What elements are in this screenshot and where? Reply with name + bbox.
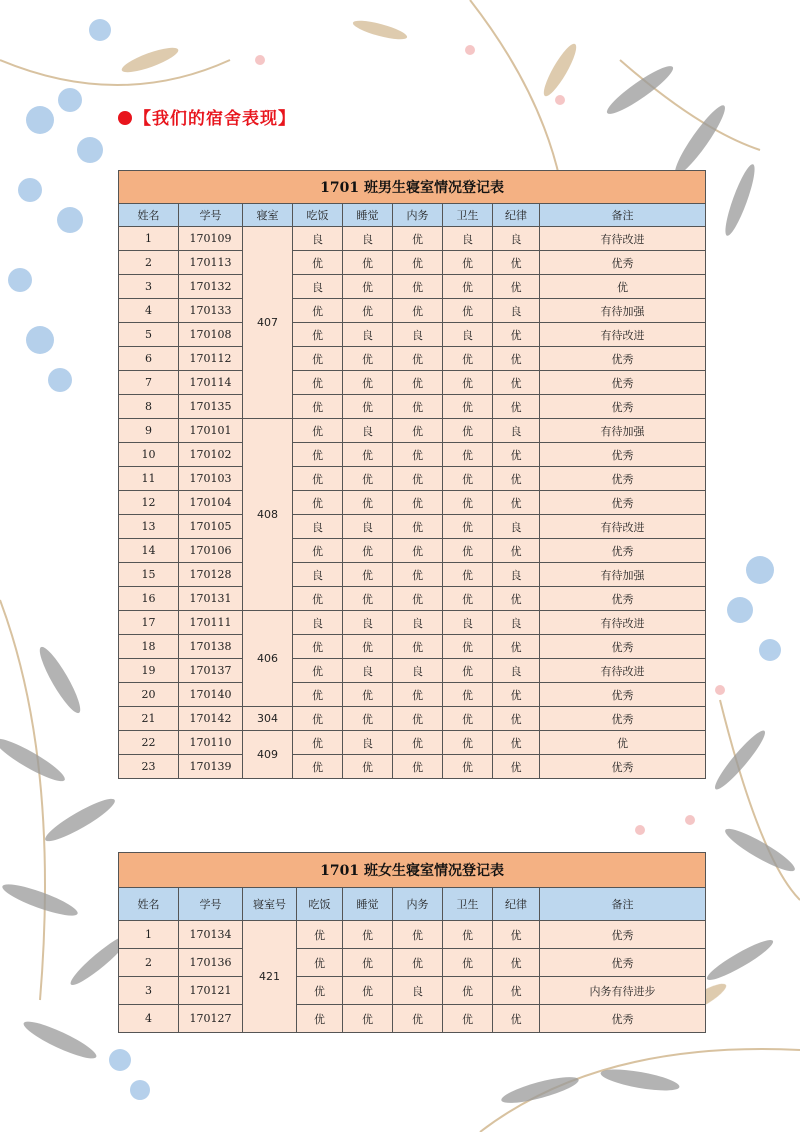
hygiene-grade: 优 [443,587,493,611]
row-number: 10 [119,443,179,467]
discipline-grade: 良 [493,419,540,443]
section-heading [118,104,296,129]
meal-grade: 优 [293,491,343,515]
table-row [119,275,706,299]
discipline-grade: 优 [493,635,540,659]
housekeeping-grade: 良 [393,659,443,683]
discipline-grade: 优 [493,443,540,467]
discipline-grade: 优 [493,755,540,779]
remark: 优秀 [540,467,706,491]
student-id: 170133 [179,299,243,323]
column-header: 睡觉 [343,204,393,227]
remark: 有待改进 [540,323,706,347]
table-row [119,371,706,395]
discipline-grade: 优 [493,1005,540,1033]
housekeeping-grade: 优 [393,347,443,371]
housekeeping-grade: 良 [393,977,443,1005]
remark: 优秀 [540,635,706,659]
student-id: 170134 [179,921,243,949]
row-number: 8 [119,395,179,419]
meal-grade: 良 [293,611,343,635]
hygiene-grade: 优 [443,515,493,539]
hygiene-grade: 优 [443,755,493,779]
row-number: 12 [119,491,179,515]
discipline-grade: 优 [493,251,540,275]
table-row [119,467,706,491]
housekeeping-grade: 优 [393,419,443,443]
housekeeping-grade: 优 [393,539,443,563]
student-id: 170103 [179,467,243,491]
hygiene-grade: 优 [443,731,493,755]
column-header: 纪律 [493,204,540,227]
remark: 内务有待进步 [540,977,706,1005]
sleep-grade: 优 [343,395,393,419]
remark: 优秀 [540,491,706,515]
remark: 优秀 [540,371,706,395]
student-id: 170127 [179,1005,243,1033]
sleep-grade: 良 [343,731,393,755]
student-id: 170109 [179,227,243,251]
row-number: 9 [119,419,179,443]
meal-grade: 优 [293,731,343,755]
hygiene-grade: 优 [443,299,493,323]
table-row [119,949,706,977]
row-number: 2 [119,251,179,275]
sleep-grade: 优 [343,921,393,949]
meal-grade: 优 [293,539,343,563]
meal-grade: 优 [293,683,343,707]
sleep-grade: 优 [343,299,393,323]
row-number: 19 [119,659,179,683]
discipline-grade: 优 [493,323,540,347]
discipline-grade: 良 [493,227,540,251]
discipline-grade: 优 [493,587,540,611]
student-id: 170112 [179,347,243,371]
row-number: 13 [119,515,179,539]
row-number: 1 [119,227,179,251]
table-row [119,563,706,587]
sleep-grade: 优 [343,949,393,977]
sleep-grade: 优 [343,275,393,299]
remark: 优秀 [540,1005,706,1033]
housekeeping-grade: 优 [393,251,443,275]
hygiene-grade: 良 [443,611,493,635]
discipline-grade: 优 [493,921,540,949]
meal-grade: 优 [297,977,343,1005]
remark: 优秀 [540,443,706,467]
table-row [119,491,706,515]
housekeeping-grade: 优 [393,563,443,587]
meal-grade: 优 [297,1005,343,1033]
table-row [119,419,706,443]
hygiene-grade: 优 [443,949,493,977]
hygiene-grade: 优 [443,347,493,371]
discipline-grade: 优 [493,491,540,515]
column-header: 卫生 [443,888,493,921]
hygiene-grade: 优 [443,659,493,683]
housekeeping-grade: 优 [393,515,443,539]
room-number: 409 [243,731,293,779]
column-header: 睡觉 [343,888,393,921]
housekeeping-grade: 优 [393,731,443,755]
table-row [119,323,706,347]
room-number: 406 [243,611,293,707]
discipline-grade: 良 [493,299,540,323]
student-id: 170106 [179,539,243,563]
remark: 优 [540,275,706,299]
column-header: 学号 [179,888,243,921]
column-header: 内务 [393,204,443,227]
housekeeping-grade: 优 [393,635,443,659]
meal-grade: 优 [293,467,343,491]
student-id: 170110 [179,731,243,755]
row-number: 17 [119,611,179,635]
column-header: 备注 [540,204,706,227]
meal-grade: 良 [293,227,343,251]
sleep-grade: 良 [343,323,393,347]
housekeeping-grade: 优 [393,275,443,299]
row-number: 6 [119,347,179,371]
hygiene-grade: 优 [443,491,493,515]
sleep-grade: 良 [343,611,393,635]
remark: 有待改进 [540,515,706,539]
column-header: 姓名 [119,204,179,227]
hygiene-grade: 优 [443,371,493,395]
housekeeping-grade: 良 [393,611,443,635]
housekeeping-grade: 优 [393,949,443,977]
table-row [119,347,706,371]
table-row [119,921,706,949]
meal-grade: 优 [293,251,343,275]
hygiene-grade: 优 [443,467,493,491]
housekeeping-grade: 优 [393,371,443,395]
housekeeping-grade: 优 [393,707,443,731]
table-row [119,611,706,635]
student-id: 170128 [179,563,243,587]
table-row [119,683,706,707]
column-header: 学号 [179,204,243,227]
hygiene-grade: 优 [443,395,493,419]
student-id: 170105 [179,515,243,539]
student-id: 170136 [179,949,243,977]
table-row [119,515,706,539]
sleep-grade: 优 [343,251,393,275]
remark: 优 [540,731,706,755]
sleep-grade: 优 [343,443,393,467]
discipline-grade: 优 [493,467,540,491]
meal-grade: 优 [293,587,343,611]
bullet-dot [118,111,132,125]
meal-grade: 优 [293,371,343,395]
sleep-grade: 优 [343,587,393,611]
girls-dorm-table [118,852,706,1033]
discipline-grade: 良 [493,515,540,539]
housekeeping-grade: 优 [393,1005,443,1033]
housekeeping-grade: 优 [393,443,443,467]
remark: 优秀 [540,755,706,779]
remark: 有待加强 [540,563,706,587]
remark: 优秀 [540,539,706,563]
sleep-grade: 良 [343,227,393,251]
row-number: 22 [119,731,179,755]
meal-grade: 良 [293,275,343,299]
table-row [119,251,706,275]
row-number: 5 [119,323,179,347]
hygiene-grade: 优 [443,707,493,731]
sleep-grade: 优 [343,347,393,371]
sleep-grade: 良 [343,515,393,539]
table-row [119,395,706,419]
remark: 有待改进 [540,659,706,683]
discipline-grade: 优 [493,949,540,977]
discipline-grade: 优 [493,395,540,419]
hygiene-grade: 优 [443,977,493,1005]
hygiene-grade: 优 [443,683,493,707]
discipline-grade: 优 [493,275,540,299]
meal-grade: 优 [293,635,343,659]
row-number: 7 [119,371,179,395]
meal-grade: 优 [293,299,343,323]
student-id: 170104 [179,491,243,515]
discipline-grade: 优 [493,731,540,755]
student-id: 170114 [179,371,243,395]
sleep-grade: 优 [343,683,393,707]
discipline-grade: 优 [493,347,540,371]
remark: 有待改进 [540,611,706,635]
column-header: 卫生 [443,204,493,227]
row-number: 21 [119,707,179,731]
column-header: 姓名 [119,888,179,921]
discipline-grade: 优 [493,371,540,395]
meal-grade: 优 [293,707,343,731]
sleep-grade: 优 [343,539,393,563]
housekeeping-grade: 优 [393,683,443,707]
heading-text: 【我们的宿舍表现】 [134,109,296,129]
sleep-grade: 良 [343,419,393,443]
remark: 优秀 [540,395,706,419]
sleep-grade: 优 [343,467,393,491]
table-row [119,227,706,251]
table-row [119,635,706,659]
housekeeping-grade: 优 [393,395,443,419]
student-id: 170108 [179,323,243,347]
meal-grade: 优 [293,419,343,443]
student-id: 170101 [179,419,243,443]
remark: 有待加强 [540,299,706,323]
discipline-grade: 良 [493,563,540,587]
row-number: 11 [119,467,179,491]
hygiene-grade: 优 [443,443,493,467]
housekeeping-grade: 优 [393,491,443,515]
column-header: 内务 [393,888,443,921]
table-row [119,977,706,1005]
table-row [119,659,706,683]
remark: 优秀 [540,587,706,611]
boys-table-title: 1701 班男生寝室情况登记表 [119,171,706,204]
hygiene-grade: 优 [443,635,493,659]
table-row [119,299,706,323]
column-header: 吃饭 [297,888,343,921]
row-number: 23 [119,755,179,779]
table-row [119,587,706,611]
row-number: 4 [119,299,179,323]
meal-grade: 良 [293,563,343,587]
table-row [119,539,706,563]
student-id: 170135 [179,395,243,419]
meal-grade: 优 [293,659,343,683]
housekeeping-grade: 优 [393,227,443,251]
student-id: 170132 [179,275,243,299]
hygiene-grade: 优 [443,251,493,275]
sleep-grade: 优 [343,491,393,515]
meal-grade: 优 [293,347,343,371]
room-number: 421 [243,921,297,1033]
student-id: 170121 [179,977,243,1005]
remark: 优秀 [540,921,706,949]
row-number: 15 [119,563,179,587]
row-number: 16 [119,587,179,611]
hygiene-grade: 良 [443,323,493,347]
sleep-grade: 优 [343,1005,393,1033]
housekeeping-grade: 优 [393,587,443,611]
boys-dorm-table [118,170,706,779]
row-number: 3 [119,275,179,299]
sleep-grade: 优 [343,635,393,659]
discipline-grade: 优 [493,977,540,1005]
student-id: 170111 [179,611,243,635]
housekeeping-grade: 优 [393,299,443,323]
table-row [119,443,706,467]
row-number: 2 [119,949,179,977]
discipline-grade: 优 [493,707,540,731]
student-id: 170142 [179,707,243,731]
remark: 优秀 [540,949,706,977]
sleep-grade: 优 [343,707,393,731]
sleep-grade: 优 [343,977,393,1005]
hygiene-grade: 良 [443,227,493,251]
table-row [119,1005,706,1033]
hygiene-grade: 优 [443,419,493,443]
hygiene-grade: 优 [443,275,493,299]
row-number: 4 [119,1005,179,1033]
student-id: 170140 [179,683,243,707]
row-number: 1 [119,921,179,949]
meal-grade: 优 [293,443,343,467]
meal-grade: 优 [297,949,343,977]
room-number: 407 [243,227,293,419]
hygiene-grade: 优 [443,563,493,587]
room-number: 304 [243,707,293,731]
column-header: 纪律 [493,888,540,921]
meal-grade: 优 [293,755,343,779]
student-id: 170137 [179,659,243,683]
sleep-grade: 良 [343,659,393,683]
student-id: 170138 [179,635,243,659]
column-header: 备注 [540,888,706,921]
meal-grade: 优 [297,921,343,949]
remark: 优秀 [540,347,706,371]
hygiene-grade: 优 [443,1005,493,1033]
housekeeping-grade: 优 [393,921,443,949]
hygiene-grade: 优 [443,921,493,949]
remark: 优秀 [540,683,706,707]
row-number: 14 [119,539,179,563]
discipline-grade: 良 [493,611,540,635]
housekeeping-grade: 优 [393,467,443,491]
meal-grade: 优 [293,323,343,347]
column-header: 吃饭 [293,204,343,227]
student-id: 170131 [179,587,243,611]
hygiene-grade: 优 [443,539,493,563]
meal-grade: 优 [293,395,343,419]
column-header: 寝室 [243,204,293,227]
remark: 优秀 [540,707,706,731]
row-number: 20 [119,683,179,707]
housekeeping-grade: 优 [393,755,443,779]
student-id: 170102 [179,443,243,467]
row-number: 3 [119,977,179,1005]
meal-grade: 良 [293,515,343,539]
discipline-grade: 优 [493,683,540,707]
student-id: 170139 [179,755,243,779]
table-row [119,731,706,755]
discipline-grade: 良 [493,659,540,683]
table-row [119,707,706,731]
table-row [119,755,706,779]
sleep-grade: 优 [343,755,393,779]
remark: 有待改进 [540,227,706,251]
girls-table-title: 1701 班女生寝室情况登记表 [119,853,706,888]
column-header: 寝室号 [243,888,297,921]
sleep-grade: 优 [343,563,393,587]
housekeeping-grade: 良 [393,323,443,347]
remark: 优秀 [540,251,706,275]
room-number: 408 [243,419,293,611]
row-number: 18 [119,635,179,659]
sleep-grade: 优 [343,371,393,395]
discipline-grade: 优 [493,539,540,563]
student-id: 170113 [179,251,243,275]
remark: 有待加强 [540,419,706,443]
